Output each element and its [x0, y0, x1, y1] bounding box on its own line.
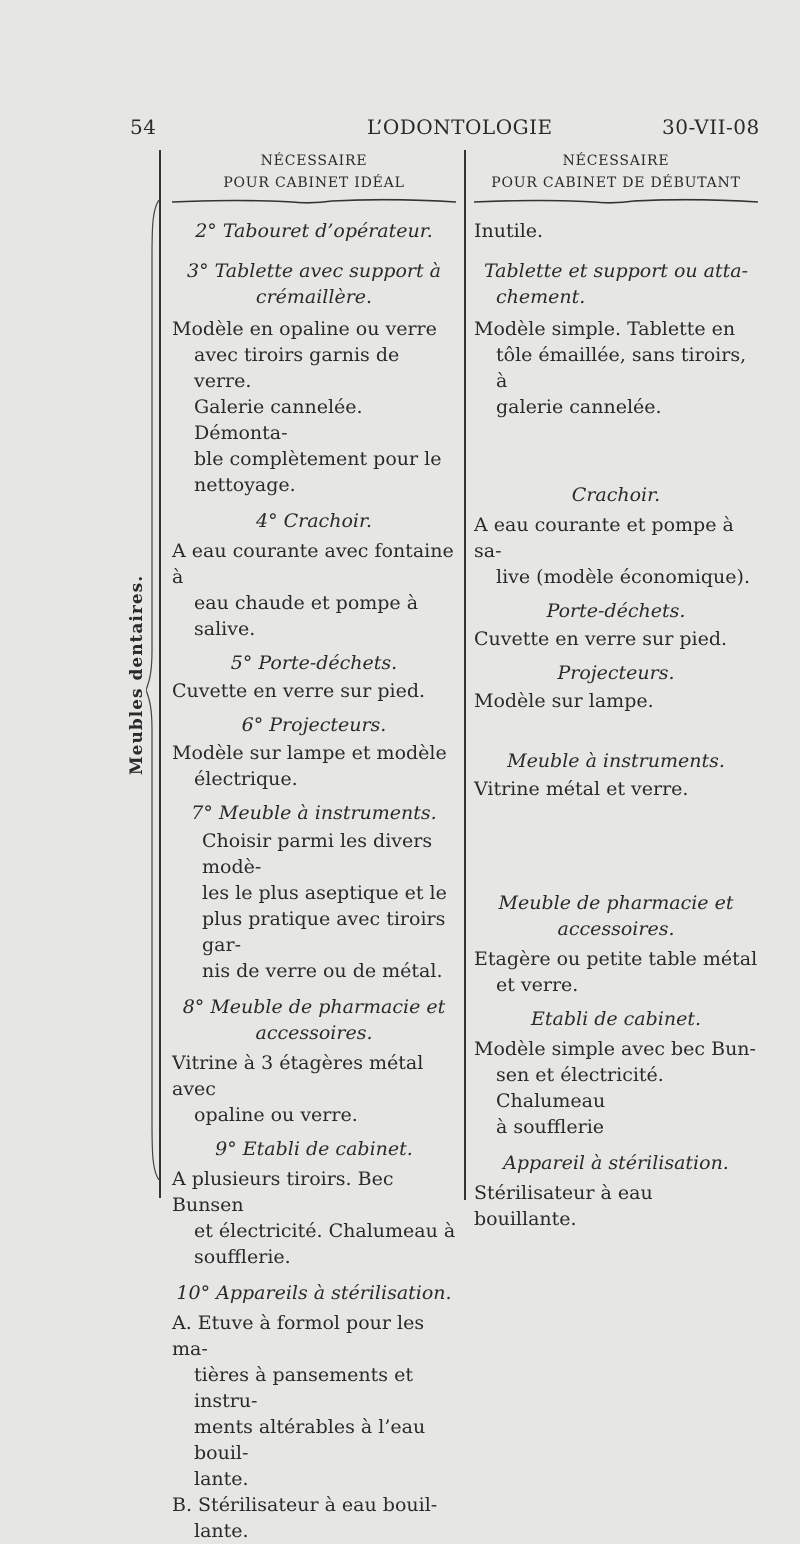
right-s3-title-2: chement.	[496, 286, 586, 308]
left-s10-body-4: lante.	[194, 1468, 249, 1490]
right-s3-body	[474, 316, 758, 420]
left-s8-body-1: Vitrine à 3 étagères métal avec	[172, 1052, 424, 1100]
left-s8-body-2: opaline ou verre.	[194, 1104, 358, 1126]
right-s4-body-2: live (modèle économique).	[496, 566, 750, 588]
page-number: 54	[130, 115, 157, 139]
left-s7-body-3: plus pratique avec tiroirs gar-	[202, 908, 446, 956]
right-s10-body-1: Stérilisateur à eau bouillante.	[474, 1182, 653, 1230]
left-s6-body-2: électrique.	[194, 768, 298, 790]
right-s7-body-1: Vitrine métal et verre.	[474, 778, 689, 800]
left-s6-title: 6° Projecteurs.	[241, 714, 387, 736]
left-s9-body-1: A plusieurs tiroirs. Bec Bunsen	[172, 1168, 394, 1216]
left-s8-title-1: 8° Meuble de pharmacie et	[182, 996, 446, 1018]
journal-title: L’ODONTOLOGIE	[367, 115, 553, 139]
left-s3-title-1: 3° Tablette avec support à	[186, 260, 441, 282]
left-s9-body-3: soufflerie.	[194, 1246, 291, 1268]
left-s2-title: 2° Tabouret d’opérateur.	[195, 220, 433, 242]
left-s10-body-2: tières à pansements et instru-	[194, 1364, 413, 1412]
left-s4-body-2: eau chaude et pompe à salive.	[194, 592, 419, 640]
left-s6-body-1: Modèle sur lampe et modèle	[172, 742, 447, 764]
left-heading-line2: POUR CABINET IDÉAL	[223, 175, 405, 191]
left-s9-body-2: et électricité. Chalumeau à	[194, 1220, 456, 1242]
right-heading-line2: POUR CABINET DE DÉBUTANT	[491, 175, 741, 191]
left-s8-body	[172, 1050, 456, 1128]
right-s3-body-2: tôle émaillée, sans tiroirs, à	[496, 344, 747, 392]
left-s9-body	[172, 1166, 456, 1270]
left-s3-body-2: avec tiroirs garnis de verre.	[194, 344, 400, 392]
left-s3-body	[172, 316, 456, 498]
left-s5-body-1: Cuvette en verre sur pied.	[172, 680, 426, 702]
right-s4-body	[474, 512, 758, 590]
right-s5-title: Porte-déchets.	[546, 600, 686, 622]
right-s9-body	[474, 1036, 758, 1140]
right-s8-body-1: Etagère ou petite table métal	[474, 948, 758, 970]
left-s3-body-5: nettoyage.	[194, 474, 296, 496]
left-heading-ornament	[172, 196, 456, 208]
right-heading-ornament	[474, 196, 758, 208]
right-s3-title-1: Tablette et support ou atta-	[483, 260, 749, 282]
right-s8-body-2: et verre.	[496, 974, 579, 996]
left-s10-body	[172, 1310, 456, 1544]
left-s10-body-3: ments altérables à l’eau bouil-	[194, 1416, 426, 1464]
left-column-heading	[172, 150, 456, 194]
left-s5-title: 5° Porte-déchets.	[230, 652, 398, 674]
right-s8-body	[474, 946, 758, 998]
center-column-rule	[464, 150, 466, 1200]
right-heading-line1: NÉCESSAIRE	[562, 153, 670, 169]
right-s6-title: Projecteurs.	[557, 662, 675, 684]
right-s9-body-1: Modèle simple avec bec Bun-	[474, 1038, 756, 1060]
right-s5-body-1: Cuvette en verre sur pied.	[474, 628, 728, 650]
left-s10-body-6: lante.	[194, 1520, 249, 1542]
right-s4-body-1: A eau courante et pompe à sa-	[474, 514, 734, 562]
right-s7-title: Meuble à instruments.	[507, 750, 725, 772]
left-s3-body-3: Galerie cannelée. Démonta-	[194, 396, 363, 444]
right-column	[474, 150, 758, 1232]
left-s7-title: 7° Meuble à instruments.	[191, 802, 437, 824]
left-s7-body-2: les le plus aseptique et le	[202, 882, 447, 904]
right-s10-title: Appareil à stérilisation.	[503, 1152, 729, 1174]
right-s2-text: Inutile.	[474, 220, 544, 242]
left-s4-title: 4° Crachoir.	[255, 510, 372, 532]
right-s3-body-1: Modèle simple. Tablette en	[474, 318, 736, 340]
right-s8-title-1: Meuble de pharmacie et	[498, 892, 734, 914]
right-s9-body-3: à soufflerie	[496, 1116, 605, 1138]
left-s4-body-1: A eau courante avec fontaine à	[172, 540, 454, 588]
right-s9-body-2: sen et électricité. Chalumeau	[496, 1064, 664, 1112]
right-s6-body-1: Modèle sur lampe.	[474, 690, 654, 712]
left-s6-body	[172, 740, 456, 792]
left-s8-title-2: accessoires.	[255, 1022, 373, 1044]
right-s9-title: Etabli de cabinet.	[531, 1008, 701, 1030]
left-s7-body	[172, 828, 456, 984]
left-s10-body-1: A. Etuve à formol pour les ma-	[172, 1312, 425, 1360]
left-s3-title-2: crémaillère.	[255, 286, 373, 308]
left-heading-line1: NÉCESSAIRE	[260, 153, 368, 169]
left-s7-body-1: Choisir parmi les divers modè-	[202, 830, 433, 878]
left-s4-body	[172, 538, 456, 642]
left-s7-body-4: nis de verre ou de métal.	[202, 960, 443, 982]
left-column	[172, 150, 456, 1544]
left-s3-body-4: ble complètement pour le	[194, 448, 442, 470]
issue-date: 30-VII-08	[662, 115, 760, 139]
right-s3-body-3: galerie cannelée.	[496, 396, 662, 418]
left-s10-title: 10° Appareils à stérilisation.	[176, 1282, 452, 1304]
right-s4-title: Crachoir.	[571, 484, 661, 506]
left-s3-body-1: Modèle en opaline ou verre	[172, 318, 437, 340]
right-column-heading	[474, 150, 758, 194]
sidebar-label: Meubles dentaires.	[127, 574, 147, 776]
right-s8-title-2: accessoires.	[557, 918, 675, 940]
left-s10-body-5: B. Stérilisateur à eau bouil-	[172, 1494, 438, 1516]
left-s9-title: 9° Etabli de cabinet.	[215, 1138, 413, 1160]
